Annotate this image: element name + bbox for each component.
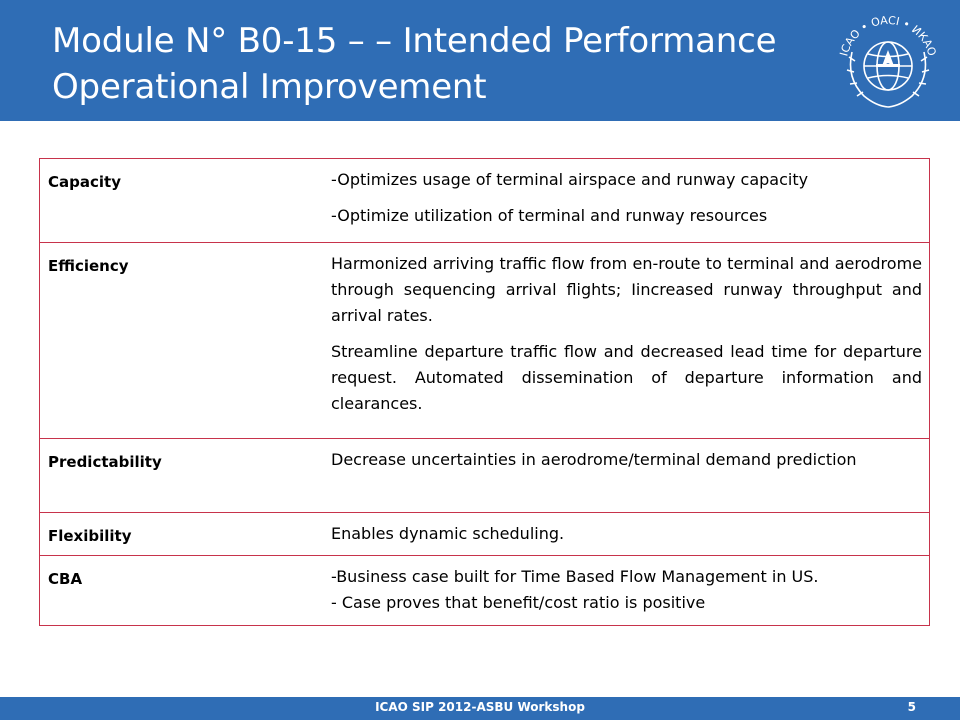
table-row-capacity bbox=[40, 159, 929, 243]
row-label-predictability: Predictability bbox=[48, 453, 162, 471]
row-content-predictability bbox=[331, 447, 922, 473]
flexibility-line-1: Enables dynamic scheduling. bbox=[331, 524, 565, 543]
title-line-1: Module N° B0-15 – – Intended Performance bbox=[52, 21, 777, 61]
logo-text: ICAO • OACI • ИКАО bbox=[837, 13, 939, 58]
footer-bar bbox=[0, 697, 960, 720]
capacity-line-2: -Optimize utilization of terminal and runway resources bbox=[331, 206, 768, 225]
capacity-line-1: -Optimizes usage of terminal airspace and runway capacity bbox=[331, 170, 809, 189]
row-content-flexibility bbox=[331, 521, 922, 547]
table-row-predictability bbox=[40, 439, 929, 513]
predictability-line-1: Decrease uncertainties in aerodrome/terminal demand prediction bbox=[331, 450, 857, 469]
table-row-flexibility bbox=[40, 513, 929, 556]
footer-text: ICAO SIP 2012-ASBU Workshop bbox=[375, 700, 585, 714]
performance-table bbox=[39, 158, 930, 626]
row-label-efficiency: Efficiency bbox=[48, 257, 129, 275]
title-bar bbox=[0, 0, 960, 121]
table-row-cba bbox=[40, 556, 929, 625]
efficiency-line-2: Streamline departure traffic flow and decreased lead time for departure request. Automated dissemination of departure information and clearances. bbox=[331, 342, 922, 413]
row-label-cba: CBA bbox=[48, 570, 83, 588]
cba-line-2: - Case proves that benefit/cost ratio is positive bbox=[331, 593, 706, 612]
row-content-efficiency bbox=[331, 251, 922, 417]
title-line-2: Operational Improvement bbox=[52, 67, 487, 107]
efficiency-line-1: Harmonized arriving traffic flow from en-route to terminal and aerodrome through sequencing arrival flights; Iincreased runway throughput and arrival rates. bbox=[331, 254, 922, 325]
row-label-capacity: Capacity bbox=[48, 173, 121, 191]
icao-logo bbox=[824, 6, 952, 118]
slide-title bbox=[52, 18, 822, 110]
row-label-flexibility: Flexibility bbox=[48, 527, 132, 545]
row-content-capacity bbox=[331, 167, 922, 229]
page-number: 5 bbox=[907, 700, 916, 714]
table-row-efficiency bbox=[40, 243, 929, 439]
row-content-cba bbox=[331, 564, 922, 616]
cba-line-1: -Business case built for Time Based Flow Management in US. bbox=[331, 567, 819, 586]
